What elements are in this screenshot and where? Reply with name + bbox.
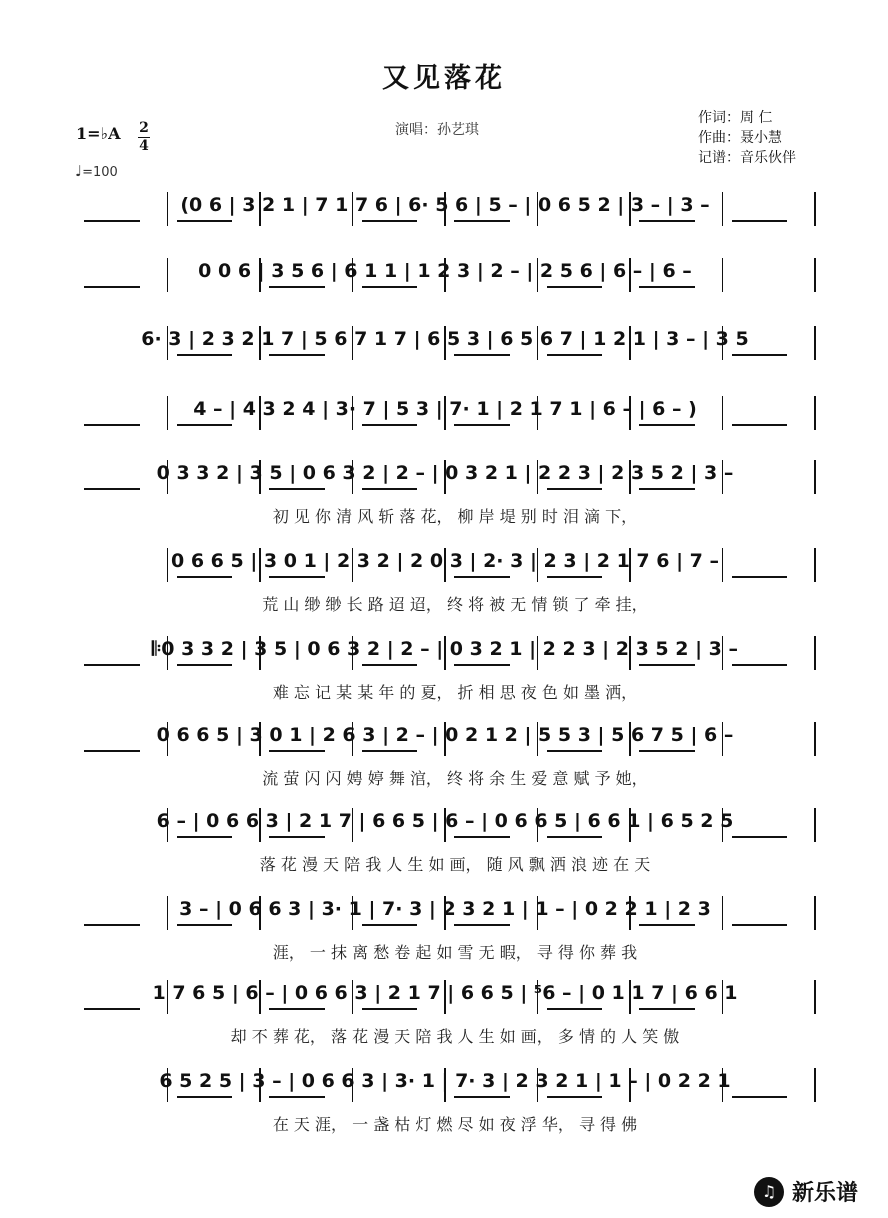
beam-line [177, 1096, 233, 1098]
beam-line [547, 1096, 603, 1098]
beam-line [732, 924, 788, 926]
beam-line [547, 836, 603, 838]
beam-line [269, 1096, 325, 1098]
beam-line [84, 750, 140, 752]
key-signature: 1=♭A [76, 124, 121, 143]
beam-line [547, 750, 603, 752]
notes-line: 𝄆0 3 3 2 | 3 5 | 0 6 3 2 | 2 – | 0 3 2 1 | 2 2 3 | 2 3 5 2 | 3 – [152, 638, 738, 660]
bar-line [814, 460, 816, 494]
notes-line: 6 – | 0 6 6 3 | 2 1 7 | 6 6 5 | 6 – | 0 6 6 5 | 6 6 1 | 6 5 2 5 [156, 810, 734, 832]
time-signature [138, 120, 150, 155]
bar-line [814, 722, 816, 756]
lyrics-line: 却 不 葬 花， 落 花 漫 天 陪 我 人 生 如 画， 多 情 的 人 笑 傲 [230, 1027, 680, 1046]
beam-line [362, 488, 418, 490]
lyrics-line: 涯， 一 抹 离 愁 卷 起 如 雪 无 暇， 寻 得 你 葬 我 [272, 943, 638, 962]
beam-line [732, 1096, 788, 1098]
bar-line [814, 396, 816, 430]
score-row [0, 460, 888, 526]
beam-line [362, 220, 418, 222]
beam-line [269, 1008, 325, 1010]
beam-line [362, 1008, 418, 1010]
score-row [0, 980, 888, 1046]
lyrics-line: 落 花 漫 天 陪 我 人 生 如 画， 随 风 飘 洒 浪 迹 在 天 [259, 855, 651, 874]
bar-line [814, 192, 816, 226]
beam-line [269, 354, 325, 356]
lyricist-credit: 作词：周 仁 [698, 110, 773, 126]
notes-line: 4 – | 4 3 2 4 | 3· 7 | 5 3 | 7· 1 | 2 1 7 1 | 6 – | 6 – ) [193, 398, 697, 420]
beam-line [177, 924, 233, 926]
lyrics-line: 在 天 涯， 一 盏 枯 灯 燃 尽 如 夜 浮 华， 寻 得 佛 [272, 1115, 638, 1134]
beam-line [177, 220, 233, 222]
watermark-logo [754, 1176, 858, 1207]
bar-line [814, 1068, 816, 1102]
beam-line [177, 664, 233, 666]
beam-line [547, 576, 603, 578]
beam-line [547, 354, 603, 356]
beam-line [269, 836, 325, 838]
beam-line [732, 836, 788, 838]
beam-line [639, 1008, 695, 1010]
notes-line: 0 0 6 | 3 5 6 | 6 1 1 | 1 2 3 | 2 – | 2 5 6 | 6 – | 6 – [198, 260, 692, 282]
score-row [0, 548, 888, 614]
beam-line [732, 576, 788, 578]
notes-line: 0 3 3 2 | 3 5 | 0 6 3 2 | 2 – | 0 3 2 1 | 2 2 3 | 2 3 5 2 | 3 – [156, 462, 734, 484]
beam-line [547, 286, 603, 288]
transcriber-credit: 记谱：音乐伙伴 [698, 150, 796, 166]
notes-line: 3 – | 0 6 6 3 | 3· 1 | 7· 3 | 2 3 2 1 | 1 – | 0 2 2 1 | 2 3 [179, 898, 711, 920]
composer-credit: 作曲：聂小慧 [698, 130, 782, 146]
beam-line [454, 664, 510, 666]
bar-line [814, 980, 816, 1014]
score-row [0, 396, 888, 426]
score-row [0, 636, 888, 702]
lyrics-line: 荒 山 缈 缈 长 路 迢 迢， 终 将 被 无 情 锁 了 牵 挂， [262, 595, 648, 614]
bar-line [814, 326, 816, 360]
beam-line [84, 424, 140, 426]
beam-line [177, 354, 233, 356]
bar-line [814, 258, 816, 292]
beam-line [454, 924, 510, 926]
beam-line [269, 750, 325, 752]
score-row [0, 896, 888, 962]
beam-line [732, 220, 788, 222]
beam-line [177, 424, 233, 426]
bar-line [814, 808, 816, 842]
lyrics-line: 难 忘 记 某 某 年 的 夏， 折 相 思 夜 色 如 墨 洒， [272, 683, 638, 702]
beam-line [454, 1096, 510, 1098]
time-signature-top: 2 [139, 120, 149, 136]
bar-line [814, 548, 816, 582]
tempo-marking [75, 162, 118, 180]
song-title: 又见落花 [382, 63, 506, 94]
notes-line: (0 6 | 3 2 1 | 7 1 7 6 | 6· 5 6 | 5 – | 0 6 5 2 | 3 – | 3 – [180, 194, 710, 216]
lyrics-line: 初 见 你 清 风 斩 落 花， 柳 岸 堤 别 时 泪 滴 下， [272, 507, 638, 526]
beam-line [84, 924, 140, 926]
beam-line [639, 664, 695, 666]
beam-line [732, 424, 788, 426]
beam-line [454, 836, 510, 838]
singer-credit: 演唱：孙艺琪 [395, 122, 479, 138]
score-row [0, 722, 888, 788]
beam-line [84, 1008, 140, 1010]
beam-line [454, 220, 510, 222]
notes-line: 1 7 6 5 | 6 – | 0 6 6 3 | 2 1 7 | 6 6 5 | ⁵6 – | 0 1 1 7 | 6 6 1 [152, 982, 738, 1004]
beam-line [177, 576, 233, 578]
quarter-note-icon: ♩ [75, 162, 83, 180]
beam-line [362, 924, 418, 926]
score-row [0, 1068, 888, 1134]
beam-line [362, 750, 418, 752]
beam-line [362, 664, 418, 666]
beam-line [639, 220, 695, 222]
beam-line [639, 424, 695, 426]
beam-line [362, 286, 418, 288]
beam-line [269, 576, 325, 578]
beam-line [454, 576, 510, 578]
beam-line [454, 424, 510, 426]
beam-line [639, 750, 695, 752]
beam-line [362, 424, 418, 426]
watermark-text: 新乐谱 [792, 1181, 859, 1206]
beam-line [639, 488, 695, 490]
beam-line [269, 488, 325, 490]
tempo-value: =100 [82, 165, 118, 180]
score-row [0, 326, 888, 356]
score-row [0, 192, 888, 222]
notes-line: 6· 3 | 2 3 2 1 7 | 5 6 7 1 7 | 6 5 3 | 6 5 6 7 | 1 2 1 | 3 – | 3 5 [141, 328, 749, 350]
beam-line [84, 664, 140, 666]
beam-line [84, 286, 140, 288]
beam-line [177, 836, 233, 838]
music-disc-icon: ♫ [754, 1177, 784, 1207]
bar-line [814, 636, 816, 670]
beam-line [547, 488, 603, 490]
time-signature-bottom: 4 [139, 138, 149, 154]
beam-line [547, 1008, 603, 1010]
notes-line: 0 6 6 5 | 3 0 1 | 2 3 2 | 2 0 3 | 2· 3 | 2 3 | 2 1 7 6 | 7 – [171, 550, 719, 572]
beam-line [84, 220, 140, 222]
score-row [0, 808, 888, 874]
beam-line [732, 354, 788, 356]
beam-line [639, 924, 695, 926]
credits [698, 108, 796, 168]
score-row [0, 258, 888, 288]
bar-line [814, 896, 816, 930]
beam-line [84, 488, 140, 490]
beam-line [639, 286, 695, 288]
notes-line: 6 5 2 5 | 3 – | 0 6 6 3 | 3· 1 | 7· 3 | 2 3 2 1 | 1 – | 0 2 2 1 [159, 1070, 731, 1092]
notes-line: 0 6 6 5 | 3 0 1 | 2 6 3 | 2 – | 0 2 1 2 | 5 5 3 | 5 6 7 5 | 6 – [156, 724, 734, 746]
beam-line [269, 286, 325, 288]
beam-line [454, 354, 510, 356]
lyrics-line: 流 萤 闪 闪 娉 婷 舞 涫， 终 将 余 生 爱 意 赋 予 她， [262, 769, 648, 788]
beam-line [732, 664, 788, 666]
